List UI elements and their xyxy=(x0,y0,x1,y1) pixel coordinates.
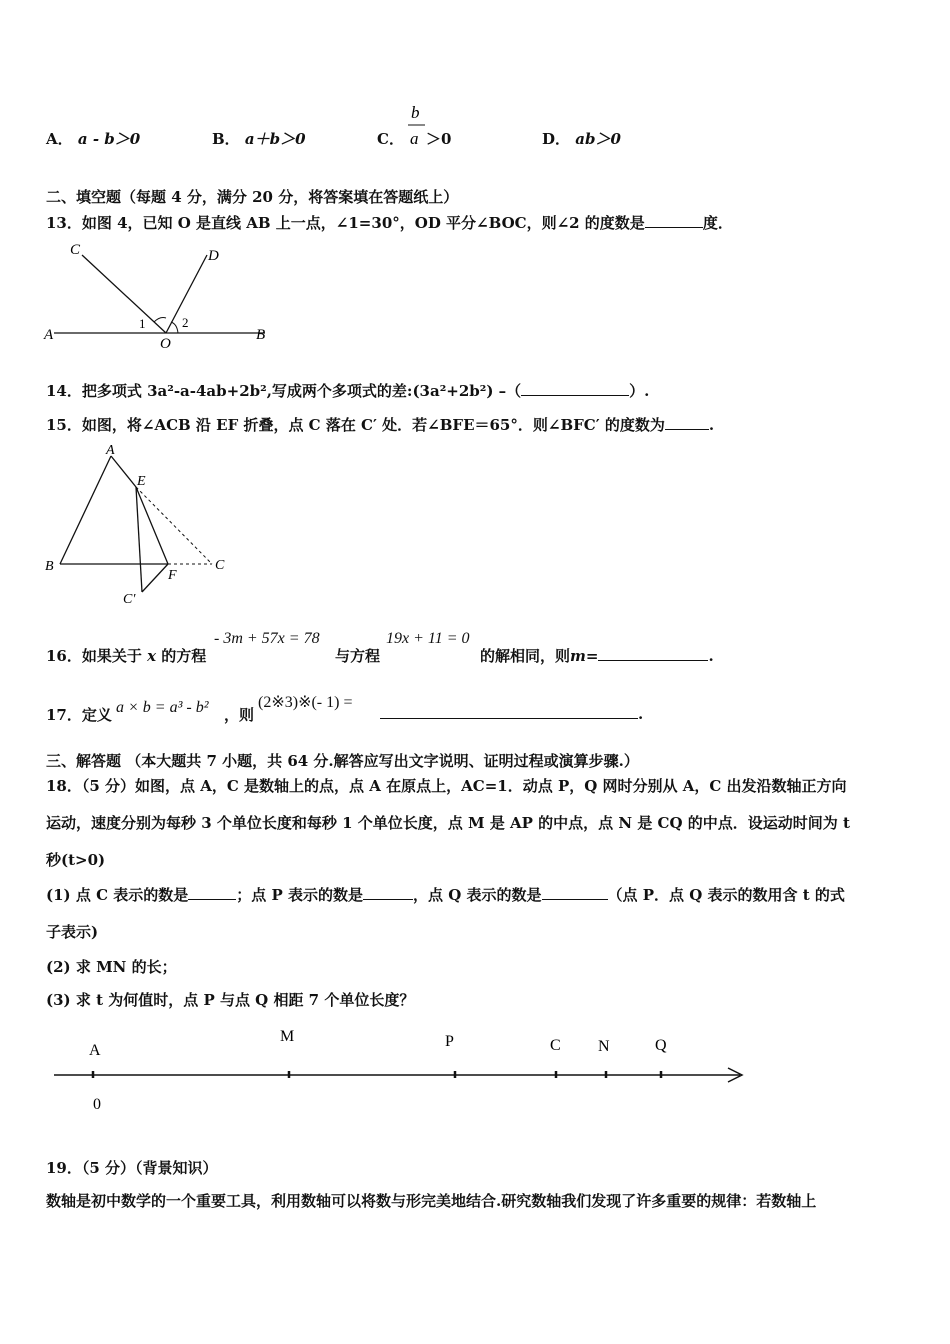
ray-oc xyxy=(82,255,166,333)
question-19-title: 19．（5 分）（背景知识） xyxy=(46,1159,218,1177)
question-14-text: 14．把多项式 3a²-a-4ab+2b²,写成两个多项式的差:(3a²+2b²) –（ xyxy=(46,382,522,400)
expression: (2※3)※(- 1) = xyxy=(258,694,353,711)
option-c: C． xyxy=(377,130,404,148)
question-15: 15．如图，将∠ACB 沿 EF 折叠，点 C 落在 C′ 处．若∠BFE＝65°．则∠BFC′ 的度数为 . xyxy=(46,416,715,434)
answer-blank[interactable] xyxy=(521,381,629,396)
figure-fold-triangle xyxy=(40,440,240,612)
label-e: E xyxy=(137,474,146,489)
question-17-mid: ，则 xyxy=(224,706,255,724)
question-13-text: 13．如图 4，已知 O 是直线 AB 上一点，∠1=30°，OD 平分∠BOC，则∠2 的度数是 xyxy=(46,214,645,232)
original-ec xyxy=(136,487,212,564)
option-a-expression: a - b＞0 xyxy=(77,130,141,148)
label-d: D xyxy=(208,248,219,264)
answer-blank[interactable] xyxy=(542,885,608,900)
section-2-heading: 二、填空题（每题 4 分，满分 20 分，将答案填在答题纸上） xyxy=(46,188,459,206)
label-a: A xyxy=(89,1042,101,1059)
label-n: N xyxy=(598,1038,610,1055)
question-19-line-1: 数轴是初中数学的一个重要工具，利用数轴可以将数与形完美地结合.研究数轴我们发现了许多重要的规律：若数轴上 xyxy=(46,1192,817,1210)
option-c-rest: ＞0 xyxy=(426,130,452,148)
question-18-line-2: 运动，速度分别为每秒 3 个单位长度和每秒 1 个单位长度，点 M 是 AP 的中点，点 N 是 CQ 的中点．设运动时间为 t xyxy=(46,814,850,832)
question-18-line-1: 18．（5 分）如图，点 A，C 是数轴上的点，点 A 在原点上，AC=1．动点 P，Q 网时分别从 A，C 出发沿数轴正方向 xyxy=(46,777,847,795)
label-p: P xyxy=(445,1033,454,1050)
fraction-numerator: b xyxy=(411,103,420,122)
question-16-mid: 与方程 xyxy=(335,647,381,665)
segment-ae xyxy=(111,456,136,487)
question-18-part-1-cont: 子表示) xyxy=(46,923,99,941)
question-18-part-2: (2) 求 MN 的长； xyxy=(46,958,177,976)
question-18-part-3: (3) 求 t 为何值时，点 P 与点 Q 相距 7 个单位长度？ xyxy=(46,991,415,1009)
question-18-part-1: (1) 点 C 表示的数是 ；点 P 表示的数是 ，点 Q 表示的数是 （点 P．点 Q 表示的数用含 t 的式 xyxy=(46,886,845,904)
label-b: B xyxy=(45,559,54,574)
answer-blank[interactable] xyxy=(188,885,236,900)
question-17-prefix: 17．定义 xyxy=(46,706,112,724)
label-f: F xyxy=(168,568,177,583)
fraction-denominator: a xyxy=(410,129,419,148)
figure-4-angles xyxy=(40,238,280,350)
answer-blank[interactable] xyxy=(363,885,413,900)
label-zero: 0 xyxy=(93,1096,101,1113)
equation-1: - 3m + 57x = 78 xyxy=(214,630,320,647)
label-m: M xyxy=(280,1028,295,1045)
option-a: A． a - b＞0 xyxy=(46,130,141,148)
folded-ec-prime xyxy=(136,487,142,592)
crease-ef xyxy=(136,487,168,564)
label-c: C xyxy=(70,242,81,258)
option-b-expression: a＋b＞0 xyxy=(244,130,306,148)
question-13: 13．如图 4，已知 O 是直线 AB 上一点，∠1=30°，OD 平分∠BOC，则∠2 的度数是 度． xyxy=(46,214,733,232)
option-d: D． ab＞0 xyxy=(542,130,621,148)
folded-fc-prime xyxy=(142,564,168,592)
label-c-prime: C′ xyxy=(123,592,136,607)
label-c: C xyxy=(550,1037,561,1054)
definition: a × b = a³ - b² xyxy=(116,699,209,716)
label-o: O xyxy=(160,336,171,352)
angle-1-arc xyxy=(154,318,166,323)
label-a: A xyxy=(106,443,115,458)
option-b: B． a＋b＞0 xyxy=(212,130,306,148)
label-q: Q xyxy=(655,1037,667,1054)
label-c: C xyxy=(215,558,225,573)
side-ab xyxy=(60,456,111,564)
number-line xyxy=(50,1022,750,1122)
answer-blank[interactable] xyxy=(645,213,703,228)
label-angle-1: 1 xyxy=(139,316,146,331)
question-18-line-3: 秒(t>0) xyxy=(46,851,106,869)
answer-blank[interactable] xyxy=(380,704,638,719)
angle-2-arc xyxy=(171,322,178,333)
label-b: B xyxy=(256,327,266,343)
question-15-text: 15．如图，将∠ACB 沿 EF 折叠，点 C 落在 C′ 处．若∠BFE＝65°．则∠BFC′ 的度数为 xyxy=(46,416,665,434)
label-a: A xyxy=(44,327,54,343)
section-3-heading: 三、解答题 （本大题共 7 小题，共 64 分.解答应写出文字说明、证明过程或演算步骤.） xyxy=(46,752,639,770)
question-14: 14．把多项式 3a²-a-4ab+2b²,写成两个多项式的差:(3a²+2b²) –（ ）. xyxy=(46,382,650,400)
question-16-tail: 的解相同，则m= . xyxy=(480,647,714,665)
equation-2: 19x + 11 = 0 xyxy=(386,630,470,647)
option-d-expression: ab＞0 xyxy=(575,130,621,148)
answer-blank[interactable] xyxy=(665,415,709,430)
answer-blank[interactable] xyxy=(598,646,708,661)
question-16-prefix: 16．如果关于 x 的方程 xyxy=(46,647,207,665)
label-angle-2: 2 xyxy=(182,315,189,330)
question-17-answer: . xyxy=(380,704,643,723)
